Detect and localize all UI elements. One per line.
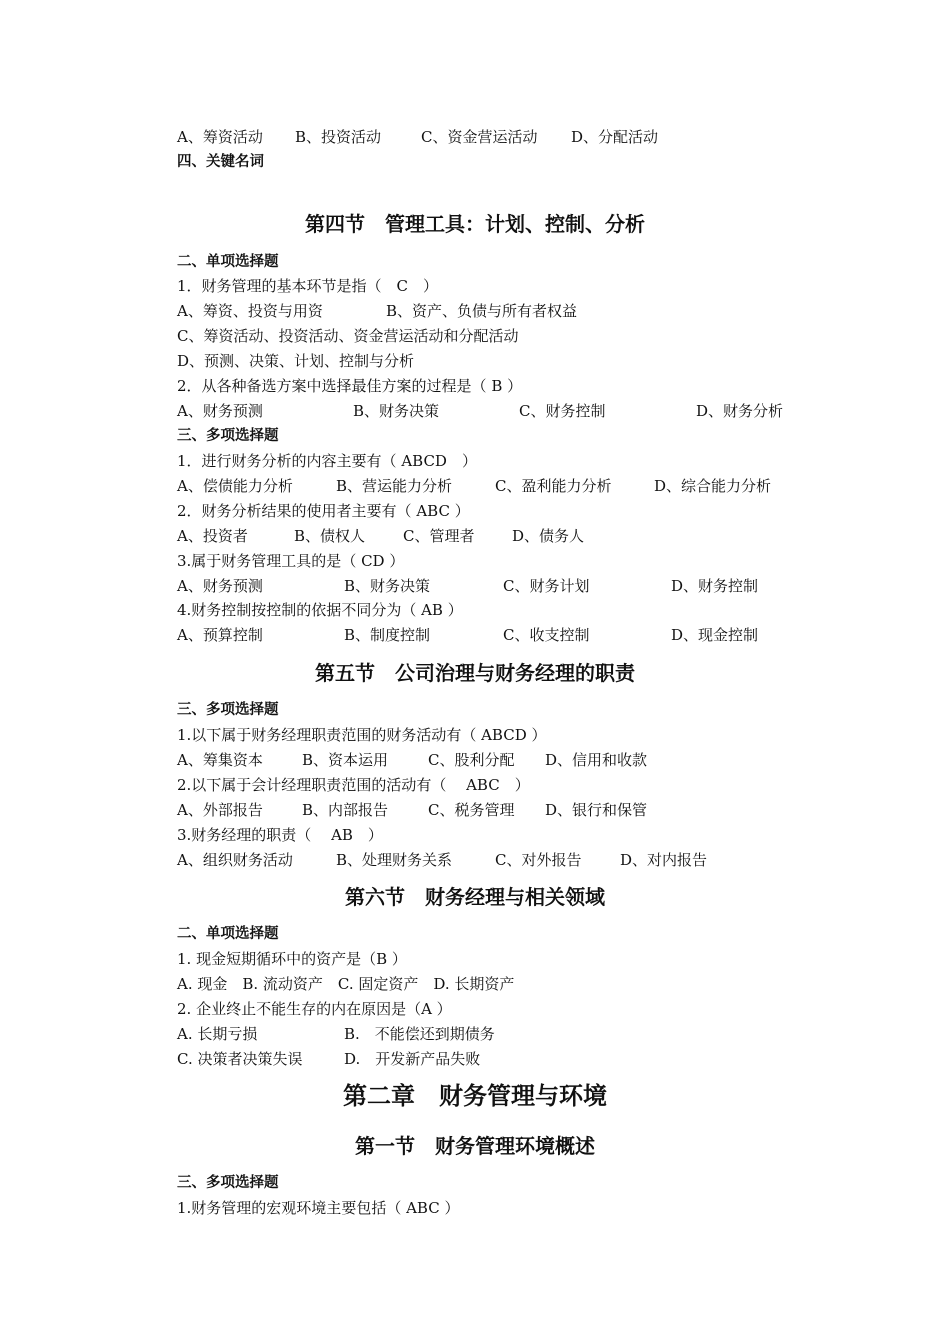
option-b: B、财务决策 <box>344 577 431 595</box>
option-c: C、收支控制 <box>503 626 590 644</box>
option-d: D、财务控制 <box>671 577 759 595</box>
chapter-title: 第二章 财务管理与环境 <box>343 1082 607 1110</box>
option-a: A、筹资、投资与用资 <box>177 302 323 320</box>
option-a: A、投资者 <box>177 527 248 545</box>
option-b: B. 不能偿还到期债务 <box>344 1025 495 1043</box>
option-a: A、财务预测 <box>177 577 263 595</box>
question: 1.以下属于财务经理职责范围的财务活动有（ ABCD ） <box>177 726 547 744</box>
question-type-heading: 二、单项选择题 <box>177 254 279 270</box>
question: 2.以下属于会计经理职责范围的活动有（ ABC ） <box>177 776 530 794</box>
question: 2. 企业终止不能生存的内在原因是（A ） <box>177 1000 452 1018</box>
option-a: A、预算控制 <box>177 626 263 644</box>
option-d: D、现金控制 <box>671 626 759 644</box>
option-c: C、管理者 <box>403 527 475 545</box>
option-c: C、财务控制 <box>519 402 606 420</box>
option-d: D、银行和保管 <box>545 801 648 819</box>
option-b: B、债权人 <box>294 527 366 545</box>
option-b: B、营运能力分析 <box>336 477 453 495</box>
question-type-heading: 二、单项选择题 <box>177 926 279 942</box>
option-b: B、制度控制 <box>344 626 431 644</box>
option-c: C、筹资活动、投资活动、资金营运活动和分配活动 <box>177 327 519 345</box>
option-b: B、投资活动 <box>295 128 382 146</box>
option-d: D、财务分析 <box>696 402 784 420</box>
question: 3.属于财务管理工具的是（ CD ） <box>177 552 405 570</box>
section-heading: 四、关键名词 <box>177 154 264 170</box>
options-row: A. 现金 B. 流动资产 C. 固定资产 D. 长期资产 <box>177 975 515 993</box>
question: 1．进行财务分析的内容主要有（ ABCD ） <box>177 452 477 470</box>
question: 4.财务控制按控制的依据不同分为（ AB ） <box>177 601 463 619</box>
question: 2．财务分析结果的使用者主要有（ ABC ） <box>177 502 470 520</box>
option-c: C、资金营运活动 <box>421 128 538 146</box>
section-title: 第四节 管理工具：计划、控制、分析 <box>305 212 645 236</box>
option-d: D、综合能力分析 <box>654 477 772 495</box>
question-type-heading: 三、多项选择题 <box>177 702 279 718</box>
question: 3.财务经理的职责（ AB ） <box>177 826 383 844</box>
option-d: D、信用和收款 <box>545 751 648 769</box>
question: 1. 现金短期循环中的资产是（B ） <box>177 950 407 968</box>
question-type-heading: 三、多项选择题 <box>177 1175 279 1191</box>
section-title: 第一节 财务管理环境概述 <box>355 1134 595 1158</box>
option-d: D、债务人 <box>512 527 585 545</box>
option-a: A、财务预测 <box>177 402 263 420</box>
section-title: 第六节 财务经理与相关领域 <box>345 885 605 909</box>
option-b: B、处理财务关系 <box>336 851 453 869</box>
question: 1．财务管理的基本环节是指（ C ） <box>177 277 439 295</box>
option-a: A、外部报告 <box>177 801 263 819</box>
option-c: C、财务计划 <box>503 577 590 595</box>
option-b: B、财务决策 <box>353 402 440 420</box>
option-c: C、对外报告 <box>495 851 582 869</box>
option-b: B、资本运用 <box>302 751 389 769</box>
option-c: C. 决策者决策失误 <box>177 1050 303 1068</box>
option-a: A、筹集资本 <box>177 751 263 769</box>
option-a: A、筹资活动 <box>177 128 263 146</box>
option-b: B、资产、负债与所有者权益 <box>386 302 578 320</box>
option-c: C、税务管理 <box>428 801 515 819</box>
question: 1.财务管理的宏观环境主要包括（ ABC ） <box>177 1199 460 1217</box>
option-d: D、分配活动 <box>571 128 659 146</box>
option-a: A. 长期亏损 <box>177 1025 258 1043</box>
option-d: D、预测、决策、计划、控制与分析 <box>177 352 415 370</box>
option-c: C、盈利能力分析 <box>495 477 612 495</box>
option-d: D. 开发新产品失败 <box>344 1050 481 1068</box>
option-a: A、偿债能力分析 <box>177 477 293 495</box>
option-d: D、对内报告 <box>620 851 708 869</box>
option-c: C、股利分配 <box>428 751 515 769</box>
option-a: A、组织财务活动 <box>177 851 293 869</box>
section-title: 第五节 公司治理与财务经理的职责 <box>315 661 635 685</box>
question: 2．从各种备选方案中选择最佳方案的过程是（ B ） <box>177 377 523 395</box>
question-type-heading: 三、多项选择题 <box>177 428 279 444</box>
option-b: B、内部报告 <box>302 801 389 819</box>
